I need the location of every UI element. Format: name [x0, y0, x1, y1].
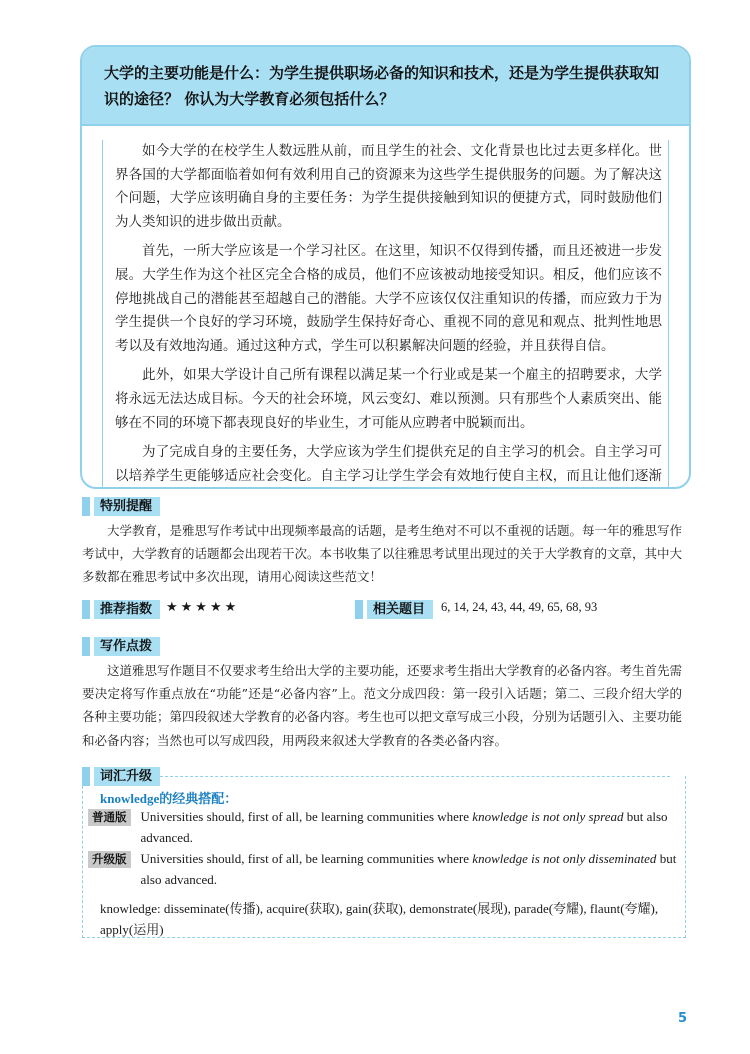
essay-paragraph: 首先，一所大学应该是一个学习社区。在这里，知识不仅得到传播，而且还被进一步发展。大学生作为这个社区完全合格的成员，他们不应该被动地接受知识。相反，他们应该不停地挑战自己的潜能甚至超越自己的潜能。大学不应该仅仅注重知识的传播，而应致力于为学生提供一个良好的学习环境，鼓励学生保持好奇心、重视不同的意见和观点、批判性地思考以及有效地沟通。通过这种方式，学生可以积累解决问题的经验，并且获得自信。 [115, 243, 662, 354]
basic-version-row [88, 806, 678, 848]
guidance-text: 这道雅思写作题目不仅要求考生给出大学的主要功能，还要求考生指出大学教育的必备内容。考生首先需要决定将写作重点放在“功能”还是“必备内容”上。范文分成四段：第一段引入话题；第二、三段介绍大学的各种主要功能；第四段叙述大学教育的必备内容。考生也可以把文章写成三小段，分别为话题引入、主要功能和必备内容；当然也可以写成四段，用两段来叙述大学教育的各类必备内容。 [82, 663, 683, 748]
question-box [80, 45, 691, 489]
question-title: 大学的主要功能是什么：为学生提供职场必备的知识和技术，还是为学生提供获取知识的途径？ 你认为大学教育必须包括什么？ [82, 47, 689, 126]
essay-paragraph: 为了完成自身的主要任务，大学应该为学生们提供充足的自主学习的机会。自主学习可以培养学生更能够适应社会变化。自主学习让学生学会有效地行使自主权，而且让他们逐渐 [115, 444, 662, 484]
upgraded-version-sentence: Universities should, first of all, be learning communities where knowledge is not only disseminated but also advanced. [140, 851, 677, 887]
vocab-label: 词汇升级 [94, 767, 160, 786]
essay-paragraph: 如今大学的在校学生人数远胜从前，而且学生的社会、文化背景也比过去更多样化。世界各国的大学都面临着如何有效利用自己的资源来为这些学生提供服务的问题。为了解决这个问题，大学应该明确自身的主要任务：为学生提供接触到知识的便捷方式，同时鼓励他们为人类知识的进步做出贡献。 [115, 143, 662, 230]
rating-heading [82, 600, 160, 619]
basic-version-sentence: Universities should, first of all, be learning communities where knowledge is not only spread but also advanced. [140, 809, 668, 845]
related-label: 相关题目 [367, 600, 433, 619]
reminder-text: 大学教育，是雅思写作考试中出现频率最高的话题，是考生绝对不可以不重视的话题。每一年的雅思写作考试中，大学教育的话题都会出现若干次。本书收集了以往雅思考试里出现过的关于大学教育的文章，其中大多数都在雅思考试中多次出现，请用心阅读这些范文！ [82, 523, 683, 584]
related-topic-numbers: 6, 14, 24, 43, 44, 49, 65, 68, 93 [441, 600, 598, 614]
page-number: 5 [678, 1011, 688, 1026]
vocab-title: knowledge的经典搭配： [100, 791, 238, 806]
related-heading [355, 600, 433, 619]
rating-stars: ★★★★★ [166, 600, 240, 615]
upgraded-version-row [88, 848, 678, 890]
rating-label: 推荐指数 [94, 600, 160, 619]
reminder-heading [82, 497, 160, 516]
basic-version-badge: 普通版 [88, 809, 131, 826]
upgraded-version-badge: 升级版 [88, 851, 131, 868]
collocation-list: knowledge: disseminate(传播), acquire(获取), gain(获取), demonstrate(展现), parade(夸耀), flaunt(夸耀), apply(运用) [100, 901, 659, 937]
essay-paragraph: 此外，如果大学设计自己所有课程以满足某一个行业或是某一个雇主的招聘要求，大学将永远无法达成目标。今天的社会环境，风云变幻、难以预测。只有那些个人素质突出、能够在不同的环境下都表现良好的毕业生，才可能从应聘者中脱颖而出。 [115, 367, 662, 431]
guidance-heading [82, 637, 160, 656]
model-essay [82, 126, 689, 489]
reminder-label: 特别提醒 [94, 497, 160, 516]
guidance-label: 写作点拨 [94, 637, 160, 656]
